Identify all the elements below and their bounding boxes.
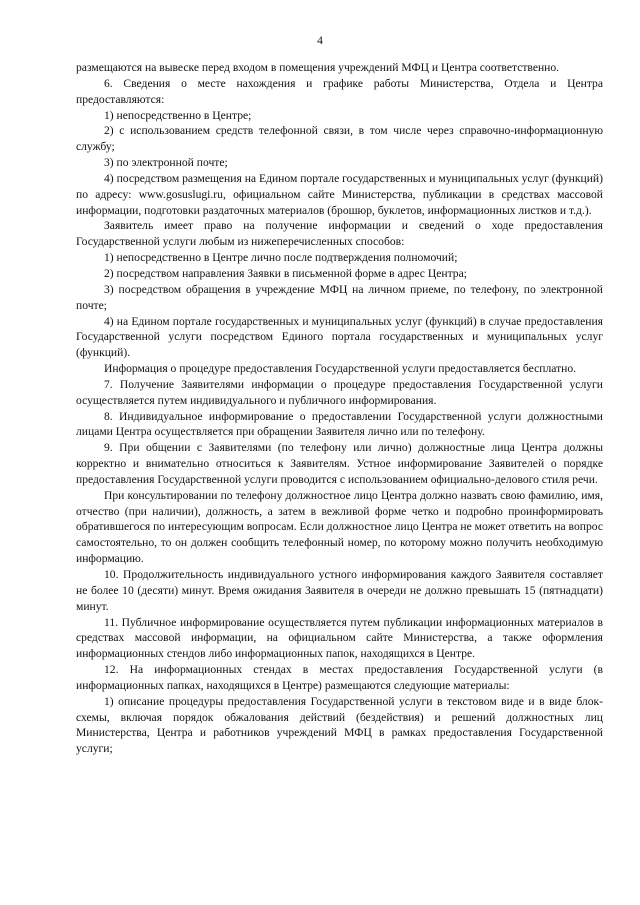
page-number: 4: [317, 34, 323, 47]
list-item: 1) непосредственно в Центре лично после подтверждения полномочий;: [104, 251, 458, 265]
paragraph: При консультировании по телефону должностное лицо Центра должно назвать свою фамилию, имя, отчество (при наличии), должность, а затем в вежливой форме четко и подробно проинформировать обратившегося по интересующим вопросам. Если должностное лицо Центра не может ответить на вопрос самостоятельно, то он должен сообщить телефонный номер, по которому можно получить необходимую информацию.: [76, 488, 603, 566]
paragraph-item-10: 10. Продолжительность индивидуального устного информирования каждого Заявителя составляет не более 10 (десяти) минут. Время ожидания Заявителя в очереди не должно превышать 15 (пятнадцати) минут.: [76, 568, 603, 613]
list-item: 4) на Едином портале государственных и муниципальных услуг (функций) в случае предоставления Государственной услуги посредством Единого портала государственных и муниципальных услуг (функций).: [76, 314, 603, 360]
paragraph-item-9: 9. При общении с Заявителями (по телефону или лично) должностные лица Центра должны корректно и внимательно относиться к Заявителям. Устное информирование Заявителей о порядке предоставления Государственной услуги проводится с использованием официально-делового стиля речи.: [76, 441, 603, 486]
list-item: 1) непосредственно в Центре;: [104, 108, 252, 122]
paragraph: Заявитель имеет право на получение информации и сведений о ходе предоставления Государственной услуги любым из нижеперечисленных способов:: [76, 219, 603, 249]
list-item: 2) с использованием средств телефонной связи, в том числе через справочно-информационную службу;: [76, 124, 603, 154]
paragraph-item-7: 7. Получение Заявителями информации о процедуре предоставления Государственной услуги осуществляется путем индивидуального и публичного информирования.: [76, 377, 603, 407]
list-item: 1) описание процедуры предоставления Государственной услуги в текстовом виде и в виде блок-схемы, включая порядок обжалования действий (бездействия) и решений должностных лиц Министерства, Центра и работников учреждений МФЦ в рамках предоставления Государственной услуги;: [76, 694, 603, 756]
paragraph-item-8: 8. Индивидуальное информирование о предоставлении Государственной услуги должностными лицами Центра осуществляется при обращении Заявителя лично или по телефону.: [76, 409, 603, 439]
list-item: 4) посредством размещения на Едином портале государственных и муниципальных услуг (функций) по адресу: www.gosuslugi.ru, официальном сайте Министерства, публикации в средствах массовой информации, подготовки раздаточных материалов (брошюр, буклетов, информационных листков и т.д.).: [76, 171, 603, 217]
paragraph-continuation: размещаются на вывеске перед входом в помещения учреждений МФЦ и Центра соответственно.: [76, 61, 560, 74]
list-item: 3) по электронной почте;: [104, 156, 228, 170]
paragraph-item-6: 6. Сведения о месте нахождения и графике работы Министерства, Отдела и Центра предоставляются:: [76, 76, 603, 106]
list-item: 3) посредством обращения в учреждение МФЦ на личном приеме, по телефону, по электронной почте;: [76, 282, 603, 312]
paragraph-item-11: 11. Публичное информирование осуществляется путем публикации информационных материалов в средствах массовой информации, на официальном сайте Министерства, а также оформления информационных стендов либо информационных папок, находящихся в Центре.: [76, 615, 603, 661]
paragraph: Информация о процедуре предоставления Государственной услуги предоставляется бесплатно.: [104, 362, 577, 376]
list-item: 2) посредством направления Заявки в письменной форме в адрес Центра;: [104, 266, 467, 280]
document-body: [76, 60, 603, 757]
paragraph-item-12: 12. На информационных стендах в местах предоставления Государственной услуги (в информационных папках, находящихся в Центре) размещаются следующие материалы:: [76, 663, 603, 692]
